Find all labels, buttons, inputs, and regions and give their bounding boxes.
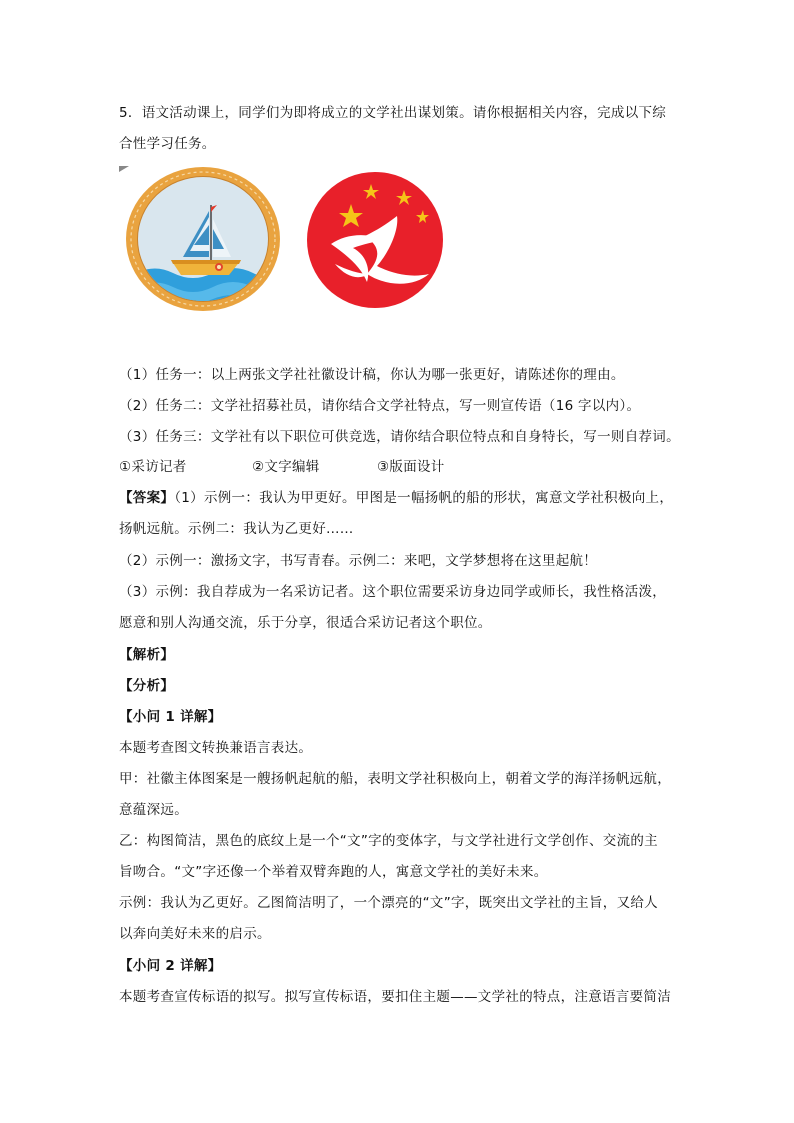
sub-question-1-heading: 【小问 1 详解】 bbox=[119, 709, 222, 725]
answer-2: （2）示例一：激扬文字，书写青春。示例二：来吧，文学梦想将在这里起航！ bbox=[119, 553, 598, 569]
yi-analysis-line-1: 乙：构图简洁，黑色的底纹上是一个“文”字的变体字，与文学社进行文学创作、交流的主 bbox=[119, 833, 658, 849]
wen-character-emblem-icon bbox=[305, 170, 445, 310]
jia-analysis-line-1: 甲：社徽主体图案是一艘扬帆起航的船，表明文学社积极向上，朝着文学的海洋扬帆远航， bbox=[119, 771, 671, 787]
sub-question-2-heading: 【小问 2 详解】 bbox=[119, 958, 222, 974]
answer-3-line-1: （3）示例：我自荐成为一名采访记者。这个职位需要采访身边同学或师长，我性格活泼， bbox=[119, 584, 667, 600]
task-2: （2）任务二：文学社招募社员，请你结合文学社特点，写一则宣传语（16 字以内）。 bbox=[119, 398, 641, 414]
jia-analysis-line-2: 意蕴深远。 bbox=[119, 802, 188, 818]
option-reporter: ①采访记者 bbox=[119, 459, 187, 475]
position-options bbox=[119, 457, 445, 477]
sailboat-emblem-icon bbox=[123, 165, 283, 313]
q2-line-1: 本题考查宣传标语的拟写。拟写宣传标语，要扣住主题——文学社的特点，注意语言要简洁 bbox=[119, 989, 671, 1005]
analysis-heading: 【解析】 bbox=[119, 647, 175, 663]
question-text-line-2: 合性学习任务。 bbox=[119, 136, 216, 152]
answer-label: 【答案】 bbox=[119, 490, 175, 506]
task-1: （1）任务一：以上两张文学社社徽设计稿，你认为哪一张更好，请陈述你的理由。 bbox=[119, 367, 625, 383]
answer-line-1 bbox=[119, 488, 673, 508]
answer-1-text: （1）示例一：我认为甲更好。甲图是一幅扬帆的船的形状，寓意文学社积极向上， bbox=[174, 490, 674, 506]
task-3: （3）任务三：文学社有以下职位可供竞选，请你结合职位特点和自身特长，写一则自荐词。 bbox=[119, 429, 680, 445]
example-line-2: 以奔向美好未来的启示。 bbox=[119, 926, 271, 942]
answer-3-line-2: 愿意和别人沟通交流，乐于分享，很适合采访记者这个职位。 bbox=[119, 615, 492, 631]
answer-line-2: 扬帆远航。示例二：我认为乙更好…… bbox=[119, 521, 354, 537]
option-editor: ②文字编辑 bbox=[252, 459, 320, 475]
yi-analysis-line-2: 旨吻合。“文”字还像一个举着双臂奔跑的人，寓意文学社的美好未来。 bbox=[119, 864, 548, 880]
q1-intro: 本题考查图文转换兼语言表达。 bbox=[119, 740, 313, 756]
fenxi-heading: 【分析】 bbox=[119, 678, 175, 694]
example-line-1: 示例：我认为乙更好。乙图简洁明了，一个漂亮的“文”字，既突出文学社的主旨，又给人 bbox=[119, 895, 658, 911]
question-text-line-1: 5．语文活动课上，同学们为即将成立的文学社出谋划策。请你根据相关内容，完成以下综 bbox=[119, 105, 667, 121]
option-layout-design: ③版面设计 bbox=[377, 459, 445, 475]
